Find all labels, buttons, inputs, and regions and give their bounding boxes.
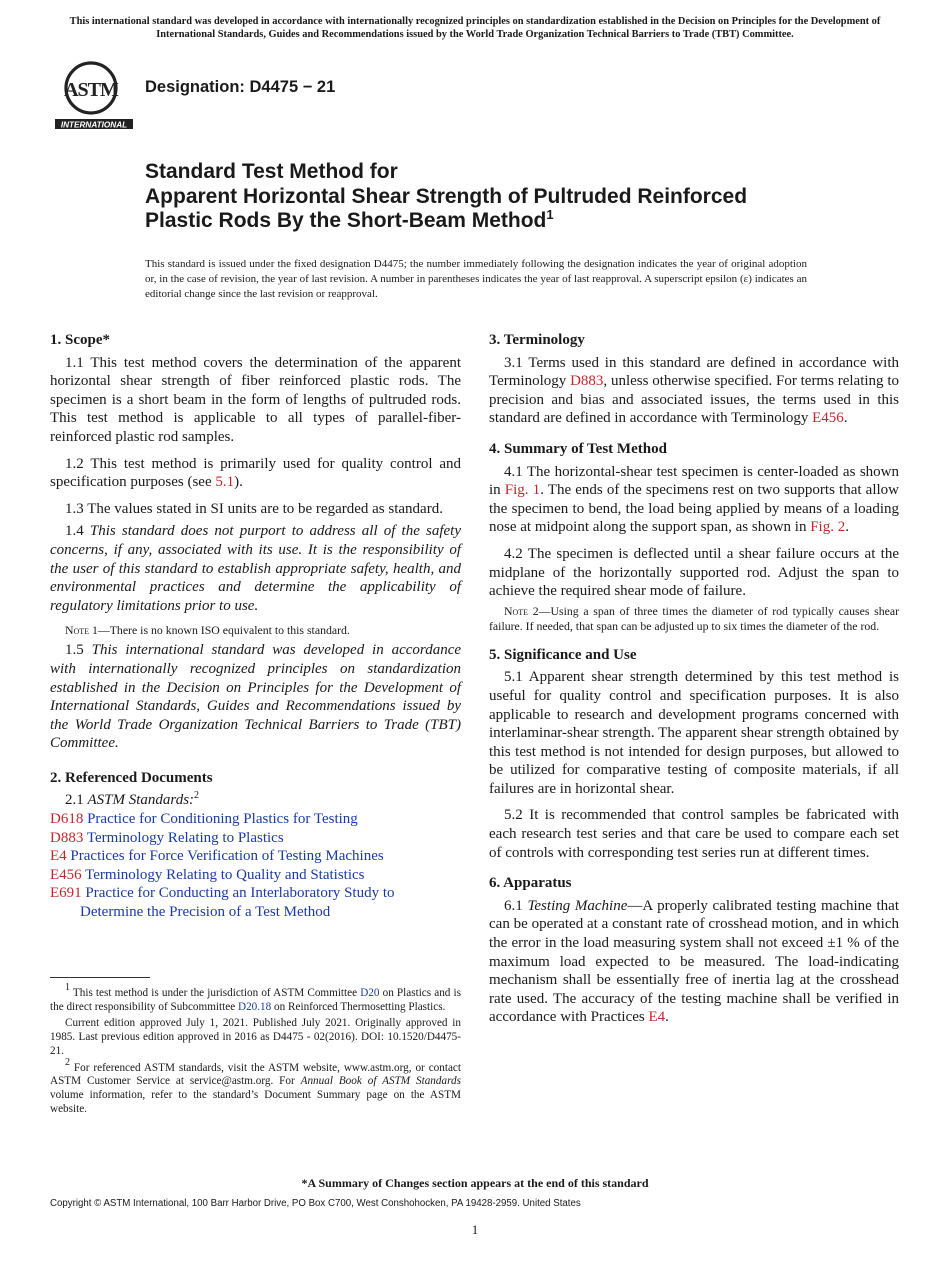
paragraph-1-5: 1.5 This international standard was developed in accordance with internationally recognized principles on standardization established in the Decision on Principles for the Development of International Standards, Guides and Recommendations issued by the World Trade Organization Technical Barriers to Trade (TBT) Committee.: [50, 642, 462, 752]
section-heading-significance: 5. Significance and Use: [489, 646, 637, 663]
section-heading-referenced-documents: 2. Referenced Documents: [50, 769, 213, 786]
reference-item[interactable]: [50, 810, 461, 829]
reference-title[interactable]: Practices for Force Verification of Testing Machines: [70, 848, 384, 865]
logo-subtext: INTERNATIONAL: [60, 120, 128, 130]
paragraph-1-3: 1.3 The values stated in SI units are to be regarded as standard.: [65, 500, 443, 517]
summary-of-changes-note: *A Summary of Changes section appears at the end of this standard: [301, 1176, 649, 1190]
reference-title[interactable]: Terminology Relating to Plastics: [86, 829, 284, 846]
link-e4[interactable]: E4: [648, 1009, 666, 1026]
reference-item[interactable]: [50, 884, 461, 921]
paragraph-1-4: 1.4 This standard does not purport to address all of the safety concerns, if any, associated with its use. It is the responsibility of the user of this standard to establish appropriate safety, health, and environmental practices and determine the applicability of regulatory limitations prior to use.: [50, 523, 462, 614]
paragraph-5-1: 5.1 Apparent shear strength determined by this test method is useful for quality control and specification purposes. It is also applicable to research and development programs concerned with interlaminar-shear strength. The apparent shear strength obtained by this test method is not intended for design purposes, but allowed to be utilized for comparative testing of composite materials, if all failures are in horizontal shear.: [489, 669, 899, 797]
reference-title[interactable]: Practice for Conditioning Plastics for Testing: [87, 811, 358, 828]
designation: Designation: D4475 − 21: [145, 78, 336, 96]
link-e456[interactable]: E456: [812, 410, 844, 427]
note-2: Note 2—Using a span of three times the diameter of rod typically causes shear failure. If needed, that span can be adjusted up to six times the diameter of the rod.: [489, 603, 899, 633]
paragraph-6-1: 6.1 Testing Machine—A properly calibrated testing machine that can be operated at a constant rate of crosshead motion, and in which the error in the load measuring system shall not exceed ±1 % of the maximum load expected to be measured. The load-indicating mechanism shall be essentially free of inertia lag at the crosshead rate used. The accuracy of the testing machine shall be verified in accordance with Practices E4.: [489, 897, 900, 1026]
reference-item[interactable]: [50, 829, 461, 848]
link-d20[interactable]: D20: [360, 987, 380, 999]
title-line-1: Standard Test Method for: [145, 160, 398, 183]
paragraph-5-2: 5.2 It is recommended that control samples be fabricated with each research test series and that care be used to compare each set of controls with corresponding test series run at different times.: [489, 807, 899, 861]
paragraph-3-1: 3.1 Terms used in this standard are defined in accordance with Terminology D883, unless otherwise specified. For terms relating to precision and bias and associated issues, the terms used in this standard are defined in accordance with Terminology E456.: [489, 354, 899, 427]
reference-code[interactable]: E4: [50, 848, 67, 865]
note-1: Note 1—There is no known ISO equivalent to this standard.: [65, 623, 350, 638]
section-heading-terminology: 3. Terminology: [489, 332, 585, 348]
footnote-2: $^2$ For referenced ASTM standards, visit the ASTM website, www.astm.org, or contact ASTM Customer Service at service@astm.org. For Annual Book of ASTM Standards volume information, refer to the standard’s Document Summary page on the ASTM website.: [50, 1056, 461, 1115]
reference-code[interactable]: D618: [50, 811, 84, 828]
reference-item[interactable]: [50, 866, 461, 885]
paragraph-4-1: 4.1 The horizontal-shear test specimen is center-loaded as shown in Fig. 1. The ends of the specimens rest on two supports that allow the specimen to bend, the load being applied by means of a loading nose at midpoint along the support span, as shown in Fig. 2.: [489, 463, 899, 536]
document-title: [145, 160, 865, 234]
page-number: 1: [471, 1222, 479, 1237]
link-d20-18[interactable]: D20.18: [237, 1000, 272, 1013]
link-5-1[interactable]: 5.1: [215, 474, 235, 491]
paragraph-1-2: 1.2 This test method is primarily used for quality control and specification purposes (see 5.1).: [50, 455, 461, 491]
paragraph-4-2: 4.2 The specimen is deflected until a shear failure occurs at the midplane of the horizontally supported rod. Adjust the span to achieve the required shear mode of failure.: [489, 545, 899, 600]
reference-code[interactable]: E456: [50, 866, 82, 883]
footnote-rule: [50, 977, 150, 978]
copyright: Copyright © ASTM International, 100 Barr Harbor Drive, PO Box C700, West Conshohocken, PA 19428-2959. United States: [50, 1198, 581, 1209]
title-footnote-mark[interactable]: 1: [546, 207, 554, 222]
left-column: [50, 331, 461, 922]
reference-title[interactable]: Terminology Relating to Quality and Statistics: [85, 866, 365, 883]
astm-logo: [53, 58, 135, 132]
reference-list: [50, 810, 461, 922]
reference-item[interactable]: [50, 847, 461, 866]
reference-code[interactable]: E691: [50, 885, 82, 902]
top-notice: This international standard was developed in accordance with internationally recognized principles on standardization established in the Decision on Principles for the Development of International Standards, Guides and Recommendations issued by the World Trade Organization Technical Barriers to Trade (TBT) Committee.: [69, 16, 881, 40]
paragraph-1-1: 1.1 This test method covers the determination of the apparent horizontal shear strength of fiber reinforced plastic rods. The specimen is a short beam in the form of lengths of pultruded rods. This test method is applicable to all types of parallel-fiber-reinforced plastic rod samples.: [50, 354, 461, 445]
paragraph-2-1: 2.1 ASTM Standards:$^2$: [65, 790, 200, 809]
logo-text: ASTM: [64, 79, 118, 101]
footnote-1-edition: Current edition approved July 1, 2021. Published July 2021. Originally approved in 1985. Last previous edition approved in 2016 as D4475 - 02(2016). DOI: 10.1520/D4475-21.: [50, 1017, 461, 1057]
footnotes: [50, 982, 461, 1119]
reference-code[interactable]: D883: [50, 829, 84, 846]
section-heading-summary: 4. Summary of Test Method: [489, 440, 667, 457]
section-heading-apparatus: 6. Apparatus: [489, 875, 572, 892]
link-fig-1[interactable]: Fig. 1: [504, 482, 541, 499]
section-heading-scope: 1. Scope*: [50, 332, 110, 348]
title-line-2: Apparent Horizontal Shear Strength of Pultruded Reinforced: [145, 184, 748, 208]
footnote-1: $^1$ This test method is under the jurisdiction of ASTM Committee D20 on Plastics and is the direct responsibility of Subcommittee D20.18 on Reinforced Thermosetting Plastics.: [50, 982, 461, 1013]
issue-note: This standard is issued under the fixed designation D4475; the number immediately following the designation indicates the year of original adoption or, in the case of revision, the year of last revision. A number in parentheses indicates the year of last reapproval. A superscript epsilon (ε) indicates an editorial change since the last revision or reapproval.: [145, 258, 807, 300]
title-line-3: Plastic Rods By the Short-Beam Method$^1$: [145, 207, 554, 232]
link-fig-2[interactable]: Fig. 2: [810, 519, 846, 536]
reference-title[interactable]: Practice for Conducting an Interlaboratory Study to Determine the Precision of a Test Method: [80, 885, 395, 921]
link-d883[interactable]: D883: [570, 373, 604, 390]
right-column: [489, 331, 899, 1027]
